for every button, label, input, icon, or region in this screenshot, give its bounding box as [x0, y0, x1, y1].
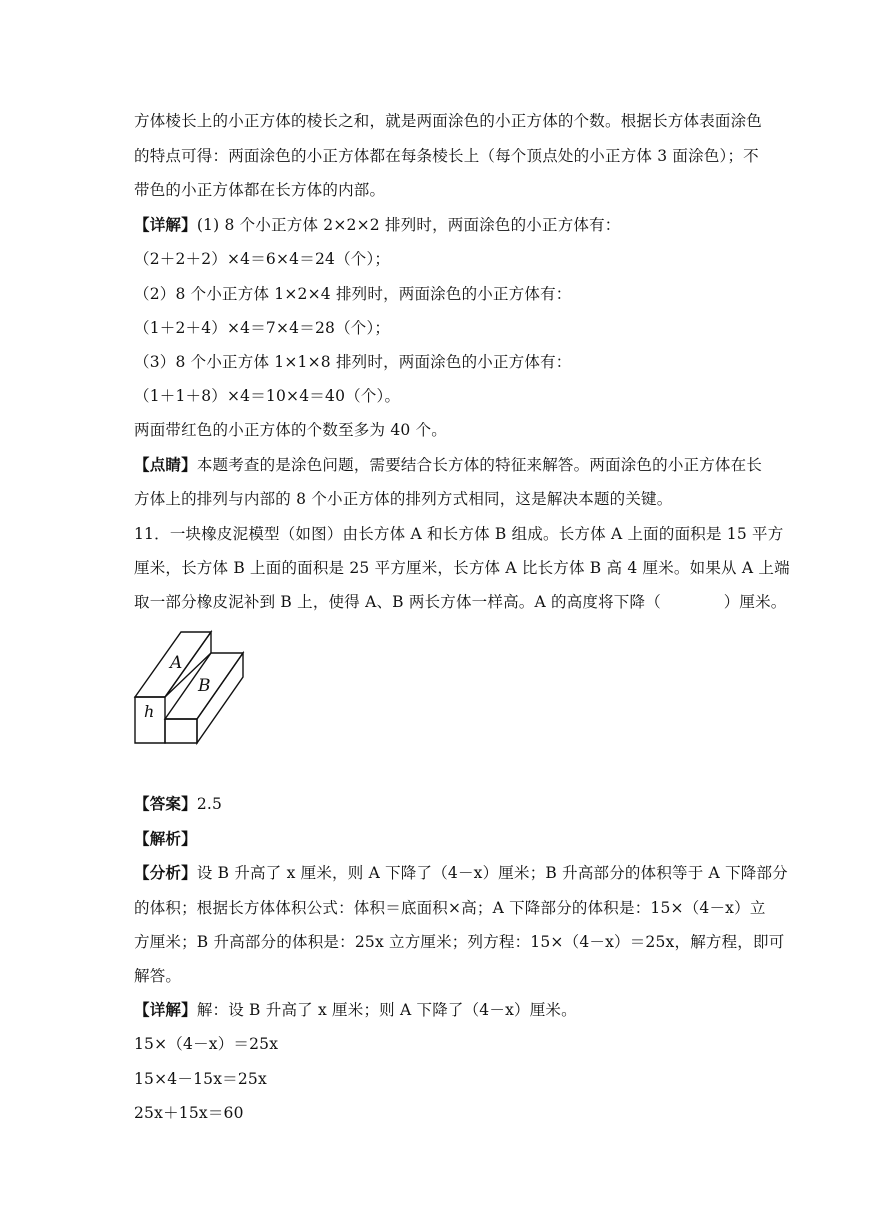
- text-line: 方体棱长上的小正方体的棱长之和，就是两面涂色的小正方体的个数。根据长方体表面涂色: [134, 112, 763, 130]
- comment-tag: 【点睛】: [134, 455, 197, 474]
- answer-tag: 【答案】: [134, 794, 197, 813]
- question-line: 取一部分橡皮泥补到 B 上，使得 A、B 两长方体一样高。A 的高度将下降（ ）厘米。: [134, 593, 787, 611]
- question-line: 厘米，长方体 B 上面的面积是 25 平方厘米，长方体 A 比长方体 B 高 4 厘米。如果从 A 上端: [134, 559, 790, 577]
- detail-line: 【详解】(1) 8 个小正方体 2×2×2 排列时，两面涂色的小正方体有：: [134, 215, 621, 234]
- detail-line: 【详解】解：设 B 升高了 x 厘米；则 A 下降了（4－x）厘米。: [134, 1000, 577, 1019]
- analysis-detail-tag: 【分析】: [134, 863, 197, 882]
- text-line: （2＋2＋2）×4＝6×4＝24（个）；: [134, 250, 391, 268]
- analysis-tag: 【解析】: [134, 829, 197, 848]
- text-line: 两面带红色的小正方体的个数至多为 40 个。: [134, 421, 447, 439]
- text-line: 的特点可得：两面涂色的小正方体都在每条棱长上（每个顶点处的小正方体 3 面涂色）；不: [134, 147, 759, 165]
- equation-line: 15×4－15x＝25x: [134, 1070, 267, 1088]
- comment-line: 【点睛】本题考查的是涂色问题，需要结合长方体的特征来解答。两面涂色的小正方体在长: [134, 455, 763, 474]
- text-line: 方体上的排列与内部的 8 个小正方体的排列方式相同，这是解决本题的关键。: [134, 490, 673, 508]
- cuboid-diagram: [130, 625, 250, 750]
- text-line: （2）8 个小正方体 1×2×4 排列时，两面涂色的小正方体有：: [134, 285, 572, 303]
- text-line: （1＋1＋8）×4＝10×4＝40（个）。: [134, 387, 401, 405]
- answer-line: 【答案】2.5: [134, 794, 223, 813]
- equation-line: 25x＋15x＝60: [134, 1104, 244, 1122]
- text-line: 解答。: [134, 967, 182, 985]
- clay-model-figure: [130, 625, 250, 750]
- detail-tag: 【详解】: [134, 215, 197, 234]
- label-a: A: [170, 653, 183, 673]
- question-line: 11．一块橡皮泥模型（如图）由长方体 A 和长方体 B 组成。长方体 A 上面的面积是 15 平方: [134, 525, 784, 543]
- label-h: h: [144, 702, 155, 721]
- equation-line: 15×（4－x）＝25x: [134, 1035, 279, 1053]
- text-line: 的体积；根据长方体体积公式：体积＝底面积×高；A 下降部分的体积是：15×（4－x）立: [134, 899, 766, 917]
- text-line: 方厘米；B 升高部分的体积是：25x 立方厘米；列方程：15×（4－x）＝25x，解方程，即可: [134, 933, 785, 951]
- detail-tag: 【详解】: [134, 1000, 197, 1019]
- text-line: （1＋2＋4）×4＝7×4＝28（个）；: [134, 319, 391, 337]
- text-line: （3）8 个小正方体 1×1×8 排列时，两面涂色的小正方体有：: [134, 353, 572, 371]
- text-line: 带色的小正方体都在长方体的内部。: [134, 181, 386, 199]
- cuboid-b-side: [197, 653, 243, 743]
- analysis-line: [134, 829, 197, 849]
- analysis-line: 【分析】设 B 升高了 x 厘米，则 A 下降了（4－x）厘米；B 升高部分的体积等于 A 下降部分: [134, 863, 788, 882]
- cuboid-b-front: [165, 719, 197, 743]
- label-b: B: [198, 676, 211, 696]
